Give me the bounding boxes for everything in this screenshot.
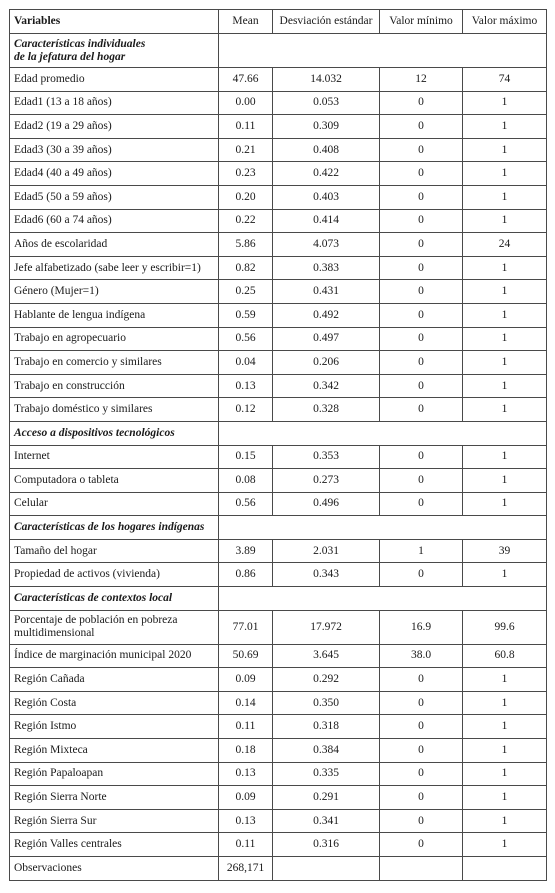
row-label: Computadora o tableta xyxy=(10,469,219,493)
cell-min: 0 xyxy=(380,303,463,327)
cell-mean: 50.69 xyxy=(219,644,273,668)
cell-min: 0 xyxy=(380,91,463,115)
table-row xyxy=(10,374,547,398)
row-label: Trabajo en comercio y similares xyxy=(10,351,219,375)
cell-max: 1 xyxy=(463,162,547,186)
cell-mean: 0.13 xyxy=(219,809,273,833)
table-body xyxy=(10,34,547,881)
table-row xyxy=(10,233,547,257)
cell-sd: 0.403 xyxy=(273,185,380,209)
section-header-row xyxy=(10,516,547,540)
cell-sd: 0.309 xyxy=(273,115,380,139)
row-label: Región Costa xyxy=(10,691,219,715)
row-label: Región Mixteca xyxy=(10,739,219,763)
section-spacer xyxy=(219,516,547,540)
cell-sd: 0.342 xyxy=(273,374,380,398)
cell-mean: 47.66 xyxy=(219,68,273,92)
row-label: Jefe alfabetizado (sabe leer y escribir=1) xyxy=(10,256,219,280)
cell-min: 0 xyxy=(380,762,463,786)
section-header-row xyxy=(10,421,547,445)
cell-min: 0 xyxy=(380,563,463,587)
cell-sd: 0.492 xyxy=(273,303,380,327)
cell-max: 60.8 xyxy=(463,644,547,668)
row-label: Género (Mujer=1) xyxy=(10,280,219,304)
cell-min: 16.9 xyxy=(380,610,463,644)
cell-max: 1 xyxy=(463,209,547,233)
cell-sd: 2.031 xyxy=(273,539,380,563)
table-row xyxy=(10,280,547,304)
row-label: Región Sierra Norte xyxy=(10,786,219,810)
row-label: Región Papaloapan xyxy=(10,762,219,786)
cell-mean: 0.04 xyxy=(219,351,273,375)
row-label: Años de escolaridad xyxy=(10,233,219,257)
cell-mean: 0.12 xyxy=(219,398,273,422)
cell-sd: 0.341 xyxy=(273,809,380,833)
cell-max: 99.6 xyxy=(463,610,547,644)
cell-max: 1 xyxy=(463,115,547,139)
cell-max: 1 xyxy=(463,833,547,857)
cell-mean: 0.13 xyxy=(219,762,273,786)
cell-mean: 0.59 xyxy=(219,303,273,327)
cell-max: 1 xyxy=(463,185,547,209)
row-label: Región Valles centrales xyxy=(10,833,219,857)
table-row xyxy=(10,256,547,280)
cell-sd: 0.353 xyxy=(273,445,380,469)
table-row xyxy=(10,138,547,162)
section-spacer xyxy=(219,421,547,445)
cell-min: 1 xyxy=(380,539,463,563)
cell-max: 1 xyxy=(463,351,547,375)
row-label: Hablante de lengua indígena xyxy=(10,303,219,327)
cell-sd: 4.073 xyxy=(273,233,380,257)
cell-sd: 0.292 xyxy=(273,668,380,692)
section-title: Características de los hogares indígenas xyxy=(10,516,219,540)
cell-max: 1 xyxy=(463,492,547,516)
cell-min: 0 xyxy=(380,715,463,739)
cell-max: 1 xyxy=(463,668,547,692)
cell-sd: 14.032 xyxy=(273,68,380,92)
cell-min: 0 xyxy=(380,185,463,209)
header-min: Valor mínimo xyxy=(380,10,463,34)
cell-sd: 0.316 xyxy=(273,833,380,857)
cell-max: 1 xyxy=(463,91,547,115)
cell-min: 0 xyxy=(380,445,463,469)
cell-min: 0 xyxy=(380,115,463,139)
cell-min: 0 xyxy=(380,398,463,422)
cell-max: 39 xyxy=(463,539,547,563)
header-max: Valor máximo xyxy=(463,10,547,34)
row-label: Edad3 (30 a 39 años) xyxy=(10,138,219,162)
observations-row xyxy=(10,857,547,881)
empty-cell xyxy=(463,857,547,881)
cell-min: 0 xyxy=(380,327,463,351)
cell-max: 1 xyxy=(463,303,547,327)
cell-mean: 0.11 xyxy=(219,715,273,739)
table-row xyxy=(10,303,547,327)
table-row xyxy=(10,445,547,469)
cell-mean: 0.09 xyxy=(219,668,273,692)
cell-mean: 0.18 xyxy=(219,739,273,763)
cell-mean: 0.20 xyxy=(219,185,273,209)
cell-max: 1 xyxy=(463,469,547,493)
cell-max: 1 xyxy=(463,691,547,715)
empty-cell xyxy=(273,857,380,881)
cell-min: 0 xyxy=(380,374,463,398)
row-label: Edad4 (40 a 49 años) xyxy=(10,162,219,186)
table-row xyxy=(10,715,547,739)
cell-min: 0 xyxy=(380,351,463,375)
header-row xyxy=(10,10,547,34)
row-label: Edad2 (19 a 29 años) xyxy=(10,115,219,139)
cell-min: 0 xyxy=(380,233,463,257)
table-row xyxy=(10,68,547,92)
table-row xyxy=(10,351,547,375)
cell-max: 1 xyxy=(463,398,547,422)
table-row xyxy=(10,786,547,810)
table-row xyxy=(10,185,547,209)
header-mean: Mean xyxy=(219,10,273,34)
table-row xyxy=(10,762,547,786)
cell-mean: 77.01 xyxy=(219,610,273,644)
cell-min: 0 xyxy=(380,469,463,493)
cell-max: 1 xyxy=(463,445,547,469)
section-spacer xyxy=(219,34,547,68)
table-row xyxy=(10,739,547,763)
table-row xyxy=(10,668,547,692)
cell-min: 0 xyxy=(380,786,463,810)
cell-min: 0 xyxy=(380,256,463,280)
empty-cell xyxy=(380,857,463,881)
cell-sd: 0.431 xyxy=(273,280,380,304)
row-label: Tamaño del hogar xyxy=(10,539,219,563)
cell-min: 0 xyxy=(380,209,463,233)
cell-sd: 0.053 xyxy=(273,91,380,115)
cell-max: 1 xyxy=(463,256,547,280)
cell-min: 0 xyxy=(380,739,463,763)
cell-min: 0 xyxy=(380,492,463,516)
cell-sd: 0.328 xyxy=(273,398,380,422)
section-title-line1: Características individuales xyxy=(14,37,146,50)
cell-max: 1 xyxy=(463,374,547,398)
cell-mean: 0.23 xyxy=(219,162,273,186)
cell-mean: 0.21 xyxy=(219,138,273,162)
cell-mean: 0.14 xyxy=(219,691,273,715)
section-spacer xyxy=(219,587,547,611)
observations-label: Observaciones xyxy=(10,857,219,881)
cell-sd: 0.291 xyxy=(273,786,380,810)
cell-min: 0 xyxy=(380,833,463,857)
cell-min: 12 xyxy=(380,68,463,92)
cell-min: 0 xyxy=(380,668,463,692)
row-label: Región Cañada xyxy=(10,668,219,692)
cell-mean: 0.56 xyxy=(219,492,273,516)
cell-mean: 0.82 xyxy=(219,256,273,280)
cell-max: 1 xyxy=(463,786,547,810)
row-label: Región Istmo xyxy=(10,715,219,739)
cell-max: 1 xyxy=(463,739,547,763)
cell-mean: 0.86 xyxy=(219,563,273,587)
row-label: Edad1 (13 a 18 años) xyxy=(10,91,219,115)
cell-max: 1 xyxy=(463,563,547,587)
table-row xyxy=(10,327,547,351)
table-row xyxy=(10,492,547,516)
cell-min: 0 xyxy=(380,138,463,162)
row-label: Internet xyxy=(10,445,219,469)
cell-min: 38.0 xyxy=(380,644,463,668)
cell-sd: 0.318 xyxy=(273,715,380,739)
table-row xyxy=(10,115,547,139)
cell-sd: 0.497 xyxy=(273,327,380,351)
header-sd: Desviación estándar xyxy=(273,10,380,34)
table-row xyxy=(10,91,547,115)
cell-sd: 0.343 xyxy=(273,563,380,587)
table-row xyxy=(10,644,547,668)
table-row xyxy=(10,398,547,422)
section-title-line2: de la jefatura del hogar xyxy=(14,50,126,63)
cell-min: 0 xyxy=(380,162,463,186)
row-label: Propiedad de activos (vivienda) xyxy=(10,563,219,587)
cell-mean: 0.15 xyxy=(219,445,273,469)
cell-min: 0 xyxy=(380,280,463,304)
cell-sd: 0.335 xyxy=(273,762,380,786)
row-label: Edad6 (60 a 74 años) xyxy=(10,209,219,233)
cell-mean: 0.25 xyxy=(219,280,273,304)
table-row xyxy=(10,833,547,857)
cell-sd: 0.496 xyxy=(273,492,380,516)
cell-min: 0 xyxy=(380,809,463,833)
cell-sd: 17.972 xyxy=(273,610,380,644)
cell-sd: 0.408 xyxy=(273,138,380,162)
table-row xyxy=(10,809,547,833)
table-row xyxy=(10,691,547,715)
observations-value: 268,171 xyxy=(219,857,273,881)
cell-sd: 3.645 xyxy=(273,644,380,668)
cell-sd: 0.384 xyxy=(273,739,380,763)
cell-mean: 0.09 xyxy=(219,786,273,810)
cell-max: 1 xyxy=(463,138,547,162)
cell-sd: 0.273 xyxy=(273,469,380,493)
cell-sd: 0.414 xyxy=(273,209,380,233)
cell-max: 74 xyxy=(463,68,547,92)
section-header-row xyxy=(10,34,547,68)
row-label: Trabajo en construcción xyxy=(10,374,219,398)
row-label: Edad promedio xyxy=(10,68,219,92)
cell-max: 1 xyxy=(463,280,547,304)
row-label: Índice de marginación municipal 2020 xyxy=(10,644,219,668)
cell-sd: 0.383 xyxy=(273,256,380,280)
descriptive-stats-table xyxy=(9,9,547,881)
cell-max: 1 xyxy=(463,715,547,739)
table-row xyxy=(10,563,547,587)
cell-mean: 0.08 xyxy=(219,469,273,493)
cell-mean: 0.13 xyxy=(219,374,273,398)
cell-max: 24 xyxy=(463,233,547,257)
row-label: Porcentaje de población en pobreza multidimensional xyxy=(10,610,219,644)
cell-mean: 0.00 xyxy=(219,91,273,115)
cell-max: 1 xyxy=(463,762,547,786)
section-title xyxy=(10,34,219,68)
cell-sd: 0.422 xyxy=(273,162,380,186)
cell-mean: 5.86 xyxy=(219,233,273,257)
cell-mean: 0.56 xyxy=(219,327,273,351)
cell-mean: 3.89 xyxy=(219,539,273,563)
table-row xyxy=(10,610,547,644)
table-row xyxy=(10,469,547,493)
row-label: Trabajo en agropecuario xyxy=(10,327,219,351)
table-row xyxy=(10,209,547,233)
row-label: Trabajo doméstico y similares xyxy=(10,398,219,422)
header-variables: Variables xyxy=(10,10,219,34)
table-row xyxy=(10,162,547,186)
section-header-row xyxy=(10,587,547,611)
cell-sd: 0.350 xyxy=(273,691,380,715)
cell-mean: 0.11 xyxy=(219,833,273,857)
cell-mean: 0.11 xyxy=(219,115,273,139)
cell-max: 1 xyxy=(463,327,547,351)
section-title: Características de contextos local xyxy=(10,587,219,611)
cell-mean: 0.22 xyxy=(219,209,273,233)
cell-max: 1 xyxy=(463,809,547,833)
row-label: Región Sierra Sur xyxy=(10,809,219,833)
table-row xyxy=(10,539,547,563)
cell-sd: 0.206 xyxy=(273,351,380,375)
row-label: Edad5 (50 a 59 años) xyxy=(10,185,219,209)
row-label: Celular xyxy=(10,492,219,516)
cell-min: 0 xyxy=(380,691,463,715)
section-title: Acceso a dispositivos tecnológicos xyxy=(10,421,219,445)
